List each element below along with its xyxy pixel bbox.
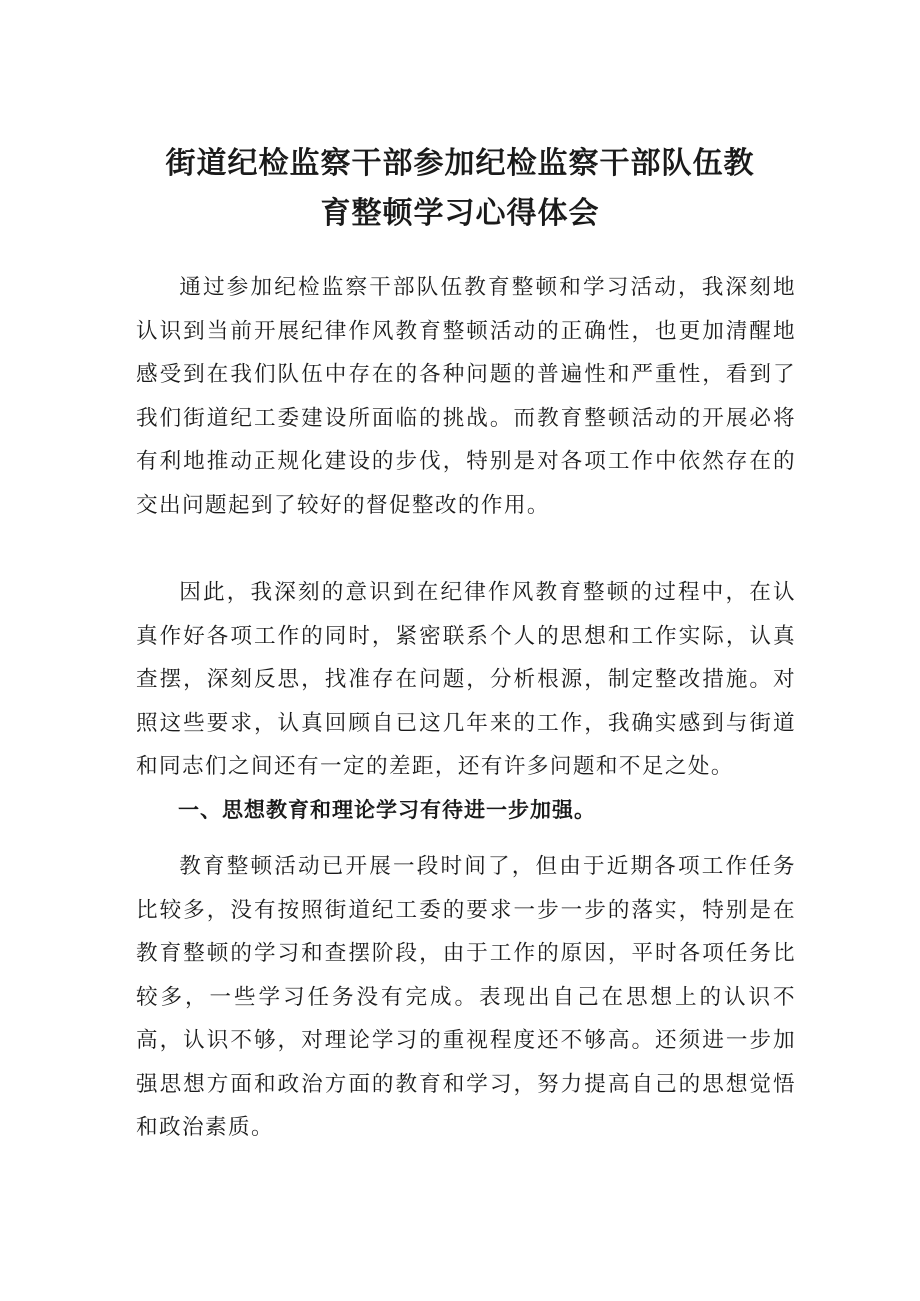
body-paragraph-1: 通过参加纪检监察干部队伍教育整顿和学习活动，我深刻地认识到当前开展纪律作风教育整顿活动的正确性，也更加清醒地感受到在我们队伍中存在的各种问题的普遍性和严重性，看到了我们街道纪工委建设所面临的挑战。而教育整顿活动的开展必将有利地推动正规化建设的步伐，特别是对各项工作中依然存在的交出问题起到了较好的督促整改的作用。 (136, 275, 796, 518)
section-1-paragraph: 教育整顿活动已开展一段时间了，但由于近期各项工作任务比较多，没有按照街道纪工委的要求一步一步的落实，特别是在教育整顿的学习和查摆阶段，由于工作的原因，平时各项任务比较多，一些学习任务没有完成。表现出自己在思想上的认识不高，认识不够，对理论学习的重视程度还不够高。还须进一步加强思想方面和政治方面的教育和学习，努力提高自己的思想觉悟和政治素质。 (136, 854, 796, 1140)
section-heading-1: 一、思想教育和理论学习有待进一步加强。 (178, 798, 596, 822)
document-title-line-1: 街道纪检监察干部参加纪检监察干部队伍教 (165, 146, 755, 181)
body-paragraph-2: 因此，我深刻的意识到在纪律作风教育整顿的过程中，在认真作好各项工作的同时，紧密联系个人的思想和工作实际，认真查摆，深刻反思，找准存在问题，分析根源，制定整改措施。对照这些要求，认真回顾自已这几年来的工作，我确实感到与街道和同志们之间还有一定的差距，还有许多问题和不足之处。 (136, 580, 796, 779)
document-title-line-2: 育整顿学习心得体会 (320, 196, 600, 231)
